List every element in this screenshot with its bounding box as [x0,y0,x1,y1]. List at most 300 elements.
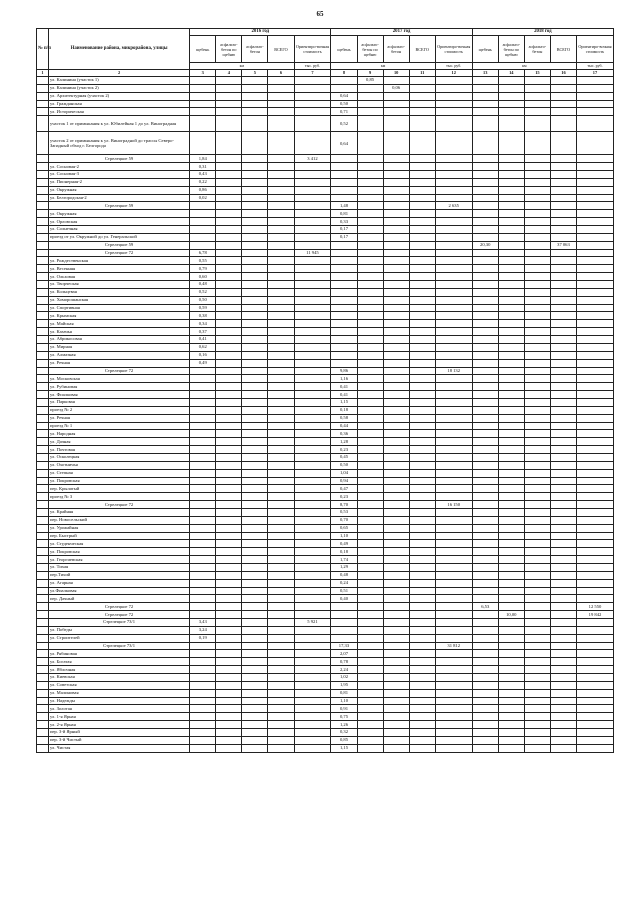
value-cell [268,461,294,469]
value-cell [577,304,614,312]
header-year-2018: 2018 год [472,29,613,36]
value-cell [409,398,435,406]
value-cell [216,367,242,375]
value-cell [216,288,242,296]
value-cell [190,414,216,422]
value-cell [268,108,294,116]
value-cell [268,77,294,85]
value-cell [524,556,550,564]
value-cell [472,77,498,85]
street-name: ул. Мирная [48,343,189,351]
header-subcol: асфальто-бетон [524,36,550,63]
street-name: Стрелецкое 72 [48,249,189,257]
value-cell [357,540,383,548]
value-cell [524,674,550,682]
value-cell [472,681,498,689]
value-cell: 0,19 [190,634,216,642]
value-cell [331,77,357,85]
street-name: ул. Абрикосовая [48,336,189,344]
value-cell [472,359,498,367]
value-cell [409,634,435,642]
value-cell [524,296,550,304]
value-cell [472,233,498,241]
value-cell [409,477,435,485]
value-cell [409,92,435,100]
value-cell [498,92,524,100]
value-cell [242,288,268,296]
value-cell [524,461,550,469]
value-cell [498,548,524,556]
value-cell [190,233,216,241]
value-cell [383,571,409,579]
value-cell [216,171,242,179]
table-row [37,296,614,304]
value-cell [268,391,294,399]
value-cell [577,288,614,296]
value-cell [190,430,216,438]
value-cell: 0,64 [331,132,357,155]
value-cell [577,155,614,163]
value-cell [357,257,383,265]
value-cell [409,697,435,705]
value-cell: 0,33 [331,218,357,226]
row-number [37,571,49,579]
table-row [37,650,614,658]
street-name: ул. Дачная [48,438,189,446]
value-cell [577,100,614,108]
value-cell [357,296,383,304]
value-cell [242,92,268,100]
value-cell: 0,41 [190,336,216,344]
value-cell [409,681,435,689]
value-cell [409,257,435,265]
value-cell [550,540,576,548]
value-cell [357,92,383,100]
value-cell [435,194,472,202]
value-cell [216,273,242,281]
value-cell [550,469,576,477]
value-cell: 0,22 [190,178,216,186]
value-cell [294,383,331,391]
value-cell [216,257,242,265]
table-row [37,414,614,422]
value-cell [268,249,294,257]
value-cell: 10,00 [498,611,524,619]
value-cell [216,689,242,697]
value-cell [216,736,242,744]
row-number [37,736,49,744]
value-cell [357,398,383,406]
value-cell [577,132,614,155]
value-cell [294,226,331,234]
value-cell [268,642,294,650]
value-cell [294,77,331,85]
value-cell [435,210,472,218]
value-cell [268,422,294,430]
value-cell [577,508,614,516]
value-cell [577,430,614,438]
value-cell [577,729,614,737]
value-cell [524,194,550,202]
value-cell [524,312,550,320]
street-name: ул. Рубиновая [48,383,189,391]
value-cell [357,666,383,674]
value-cell [294,485,331,493]
value-cell [524,288,550,296]
value-cell [524,744,550,752]
value-cell [577,461,614,469]
value-cell [435,398,472,406]
street-name: ул. Золотая [48,705,189,713]
value-cell [524,383,550,391]
value-cell [409,532,435,540]
value-cell [498,705,524,713]
row-number [37,241,49,249]
value-cell [357,744,383,752]
value-cell [472,595,498,603]
value-cell [216,697,242,705]
value-cell [435,288,472,296]
value-cell [294,587,331,595]
value-cell [242,210,268,218]
value-cell [216,233,242,241]
value-cell [524,721,550,729]
value-cell: 11 945 [294,249,331,257]
value-cell [409,626,435,634]
value-cell [472,524,498,532]
value-cell [268,312,294,320]
value-cell [268,218,294,226]
value-cell [550,461,576,469]
value-cell: 1,26 [331,721,357,729]
street-name: проезд № 1 [48,422,189,430]
value-cell [383,532,409,540]
value-cell [190,658,216,666]
header-subcol: щебень [331,36,357,63]
value-cell [577,367,614,375]
value-cell [216,116,242,132]
value-cell [357,642,383,650]
row-number [37,540,49,548]
value-cell [498,603,524,611]
value-cell [294,493,331,501]
row-number [37,226,49,234]
value-cell [577,336,614,344]
row-number [37,155,49,163]
value-cell [294,595,331,603]
value-cell [294,202,331,210]
value-cell [435,84,472,92]
value-cell [409,658,435,666]
value-cell [383,579,409,587]
row-number [37,100,49,108]
value-cell [383,320,409,328]
row-number [37,626,49,634]
value-cell [242,406,268,414]
value-cell [409,438,435,446]
value-cell [242,328,268,336]
value-cell [242,296,268,304]
value-cell [294,257,331,265]
value-cell [550,611,576,619]
value-cell [242,132,268,155]
value-cell: 1,48 [331,202,357,210]
table-row [37,689,614,697]
value-cell: 0,94 [331,477,357,485]
value-cell [216,595,242,603]
value-cell [550,548,576,556]
value-cell [550,619,576,627]
value-cell [190,485,216,493]
value-cell: 37 063 [550,241,576,249]
value-cell [357,186,383,194]
value-cell [435,312,472,320]
value-cell [294,186,331,194]
header-unit-km: км [472,63,576,70]
value-cell [498,689,524,697]
header-subcol: асфальто-бетон [242,36,268,63]
value-cell [577,532,614,540]
value-cell [357,689,383,697]
value-cell [216,312,242,320]
value-cell [190,642,216,650]
value-cell [472,84,498,92]
street-name: участок 1 от примыкания к ул. Юбилейная 1 до ул. Виноградная [48,116,189,132]
value-cell [577,92,614,100]
value-cell [190,226,216,234]
value-cell [409,155,435,163]
table-header [37,29,614,77]
value-cell [331,194,357,202]
header-subcol: щебень [190,36,216,63]
value-cell: 0,52 [331,116,357,132]
value-cell [383,312,409,320]
value-cell [409,461,435,469]
value-cell [498,178,524,186]
street-name: ул. Рождественская [48,257,189,265]
value-cell [577,351,614,359]
value-cell [498,438,524,446]
value-cell [357,84,383,92]
value-cell [242,320,268,328]
value-cell [472,453,498,461]
street-name: Стрелецкое 59 [48,241,189,249]
value-cell [550,736,576,744]
value-cell [268,634,294,642]
value-cell [216,343,242,351]
value-cell [524,493,550,501]
value-cell [294,736,331,744]
value-cell [550,422,576,430]
row-number [37,375,49,383]
value-cell [435,226,472,234]
value-cell [383,359,409,367]
value-cell [409,563,435,571]
value-cell [357,697,383,705]
value-cell [524,508,550,516]
street-name: ул. Студенческая [48,540,189,548]
street-name: ул. Советская [48,681,189,689]
table-row [37,108,614,116]
value-cell [383,453,409,461]
value-cell [242,705,268,713]
value-cell [294,359,331,367]
value-cell [331,178,357,186]
street-name: пер. 3-й Ярный [48,729,189,737]
value-cell [216,540,242,548]
value-cell: 0,40 [331,595,357,603]
value-cell [577,312,614,320]
value-cell [216,674,242,682]
value-cell [383,736,409,744]
street-name: ул. Хоморошанская [48,296,189,304]
table-row [37,446,614,454]
value-cell [550,257,576,265]
value-cell [409,540,435,548]
value-cell [383,304,409,312]
value-cell [577,77,614,85]
value-cell [294,697,331,705]
row-number [37,461,49,469]
value-cell: 1,74 [331,556,357,564]
street-name: ул. Московская [48,375,189,383]
value-cell [577,524,614,532]
value-cell [577,548,614,556]
street-name: ул. Калинина (участок 1) [48,77,189,85]
row-number [37,84,49,92]
value-cell [498,736,524,744]
value-cell [524,84,550,92]
value-cell [216,744,242,752]
value-cell [268,587,294,595]
value-cell [216,461,242,469]
value-cell [242,501,268,509]
value-cell [331,241,357,249]
value-cell [331,634,357,642]
value-cell [550,281,576,289]
value-cell [383,705,409,713]
value-cell [577,359,614,367]
value-cell [577,422,614,430]
row-number [37,563,49,571]
street-name: пер. Быстрый [48,532,189,540]
value-cell [577,218,614,226]
value-cell [216,84,242,92]
value-cell [242,626,268,634]
value-cell [242,563,268,571]
value-cell [524,658,550,666]
value-cell [550,116,576,132]
value-cell [435,619,472,627]
value-cell: 0,50 [331,100,357,108]
value-cell [409,328,435,336]
value-cell [472,171,498,179]
value-cell [294,446,331,454]
value-cell [268,508,294,516]
value-cell [216,446,242,454]
table-row [37,288,614,296]
value-cell: 0,75 [331,713,357,721]
value-cell [294,116,331,132]
value-cell [550,288,576,296]
value-cell [435,571,472,579]
street-name: ул. Осколецкая [48,453,189,461]
value-cell [409,233,435,241]
value-cell [383,178,409,186]
header-unit-km: км [190,63,294,70]
value-cell [190,524,216,532]
value-cell [216,359,242,367]
value-cell [190,77,216,85]
value-cell [216,281,242,289]
value-cell: 0,02 [190,194,216,202]
value-cell [383,430,409,438]
value-cell [357,132,383,155]
page-number: 65 [316,10,324,18]
value-cell [383,658,409,666]
value-cell [357,265,383,273]
value-cell [524,516,550,524]
value-cell [383,721,409,729]
value-cell [409,713,435,721]
value-cell [498,398,524,406]
value-cell [216,721,242,729]
value-cell [357,312,383,320]
value-cell [550,100,576,108]
value-cell [435,186,472,194]
value-cell: 2,07 [331,650,357,658]
value-cell [383,194,409,202]
value-cell [435,336,472,344]
street-name: ул. Окружная [48,210,189,218]
value-cell [472,186,498,194]
table-row [37,383,614,391]
street-name: ул. 1-я Ярная [48,713,189,721]
value-cell [524,336,550,344]
value-cell: 0,45 [331,453,357,461]
header-subcol: Ориентиро-вочная стоимость [435,36,472,63]
value-cell [242,265,268,273]
value-cell [357,634,383,642]
value-cell [216,202,242,210]
table-row [37,273,614,281]
value-cell [550,249,576,257]
value-cell [190,210,216,218]
value-cell: 0,85 [357,77,383,85]
value-cell [577,744,614,752]
value-cell [383,729,409,737]
value-cell [409,603,435,611]
street-name: ул. Сосновая-2 [48,163,189,171]
value-cell [357,524,383,532]
value-cell [268,477,294,485]
value-cell [383,556,409,564]
header-unit-km: км [331,63,435,70]
value-cell [294,642,331,650]
value-cell [294,367,331,375]
value-cell: 1,29 [331,563,357,571]
value-cell [435,681,472,689]
value-cell [357,571,383,579]
value-cell [498,666,524,674]
value-cell [435,674,472,682]
table-row [37,736,614,744]
row-number [37,92,49,100]
table-row [37,563,614,571]
value-cell [294,729,331,737]
value-cell [190,92,216,100]
row-number [37,210,49,218]
